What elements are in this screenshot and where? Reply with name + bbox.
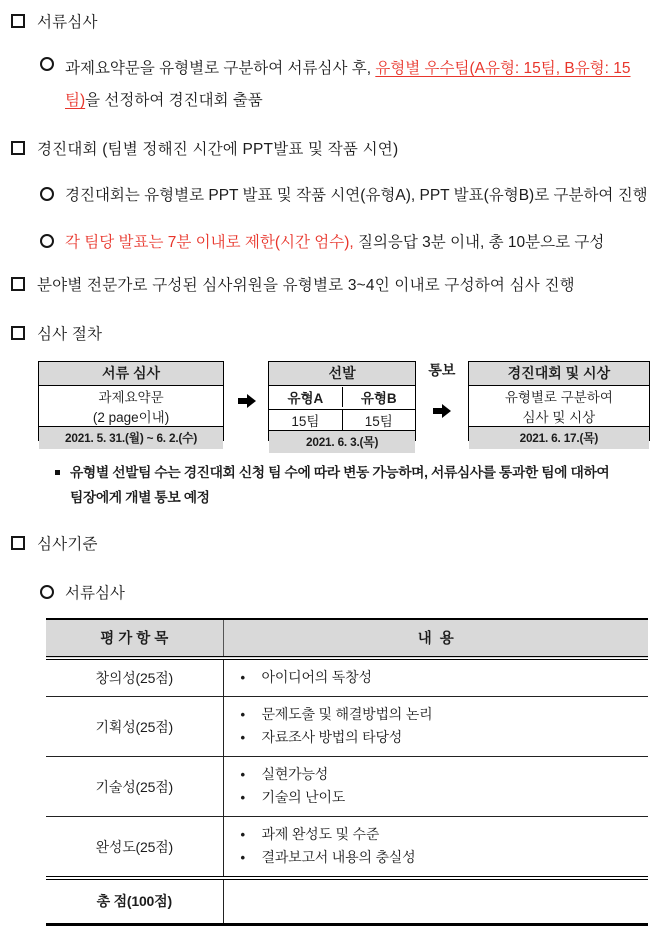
flow-arrow-2-group: [416, 361, 468, 441]
flow-step1-date: 2021. 5. 31.(월) ~ 6. 2.(수): [39, 426, 223, 449]
flow-step2-date: 2021. 6. 3.(목): [269, 430, 415, 453]
criteria-details: [223, 697, 648, 757]
type-b-count: 15팀: [364, 414, 393, 429]
dot-bullet-icon: •: [240, 827, 246, 842]
table-row-creativity: [46, 658, 648, 697]
detail-line: [224, 703, 649, 726]
section-doc-screening-title: 서류심사: [37, 14, 98, 31]
flow-step2-counts: [269, 410, 415, 430]
competition-detail-2: [40, 230, 650, 252]
doc-screening-detail-text: [54, 53, 631, 117]
section-procedure-title: 심사 절차: [37, 326, 103, 343]
highlight-team-selection-1: 유형별 우수팀(A유형: 15팀, B유형: 15: [375, 60, 631, 77]
flow-step3-date: 2021. 6. 17.(목): [469, 426, 649, 449]
dot-bullet-icon: •: [240, 707, 246, 722]
detail-line: [224, 666, 649, 689]
section-criteria: [10, 532, 650, 554]
table-row-planning: [46, 697, 648, 757]
type-a-label: 유형A: [269, 387, 342, 407]
procedure-flow-diagram: [38, 361, 650, 449]
detail-text: 실현가능성: [261, 766, 329, 782]
flow-step3-title: 경진대회 및 시상: [469, 362, 649, 386]
section-competition-title: 경진대회 (팀별 정해진 시간에 PPT발표 및 작품 시연): [37, 141, 399, 158]
criteria-item: 창의성(25점): [46, 658, 223, 697]
detail-text: 문제도출 및 해결방법의 논리: [261, 706, 433, 722]
circle-bullet-icon: [40, 234, 54, 248]
competition-detail-1-text: 경진대회는 유형별로 PPT 발표 및 작품 시연(유형A), PPT 발표(유형B)로 구분하여 진행: [65, 187, 648, 204]
dot-bullet-icon: •: [240, 730, 246, 745]
flow-step2-types: [269, 386, 415, 410]
flow-step2-title: 선발: [269, 362, 415, 386]
right-arrow-icon: [237, 394, 256, 408]
competition-detail-2-text: [54, 230, 604, 252]
section-doc-screening: [10, 10, 650, 32]
detail-line: [224, 823, 649, 846]
criteria-item: 완성도(25점): [46, 817, 223, 879]
detail-text: 과제 완성도 및 수준: [261, 826, 380, 842]
circle-bullet-icon: [40, 187, 54, 201]
total-score-label: 총 점(100점): [46, 878, 223, 925]
note-line-1: 유형별 선발팀 수는 경진대회 신청 팀 수에 따라 변동 가능하며, 서류심사를 통과한 팀에 대하여: [70, 465, 610, 480]
detail-line: [224, 786, 649, 809]
criteria-doc-screening: [40, 581, 650, 603]
flow-step1-line2: (2 page이내): [92, 410, 170, 425]
square-bullet-icon: [11, 536, 25, 550]
doc-screening-detail: [40, 53, 650, 117]
flow-step-doc-screening: [38, 361, 224, 445]
detail-black-1: 과제요약문을 유형별로 구분하여 서류심사 후,: [65, 60, 376, 77]
table-row-completeness: [46, 817, 648, 879]
section-competition: [10, 137, 650, 159]
circle-bullet-icon: [40, 585, 54, 599]
detail-text: 기술의 난이도: [261, 789, 346, 805]
table-row-technology: [46, 757, 648, 817]
detail-line: [224, 763, 649, 786]
section-judges-title: 분야별 전문가로 구성된 심사위원을 유형별로 3~4인 이내로 구성하여 심사 진행: [37, 277, 575, 294]
dot-bullet-icon: •: [240, 767, 246, 782]
selection-note-text: [60, 460, 609, 510]
criteria-item: 기술성(25점): [46, 757, 223, 817]
header-content-column: 내 용: [223, 619, 648, 658]
flow-step-selection: [268, 361, 416, 449]
detail-text: 아이디어의 독창성: [261, 669, 372, 685]
flow-step3-line2: 심사 및 시상: [522, 410, 596, 425]
type-b-label: 유형B: [360, 391, 397, 406]
criteria-details: [223, 757, 648, 817]
flow-step3-line1: 유형별로 구분하여: [504, 390, 613, 405]
total-score-empty-cell: [223, 878, 648, 925]
circle-bullet-icon: [40, 57, 54, 71]
right-arrow-icon: [432, 404, 451, 418]
header-item-column: 평 가 항 목: [46, 619, 223, 658]
criteria-table-header-row: [46, 619, 648, 658]
flow-arrow-1: [224, 361, 268, 441]
competition-detail-1: [40, 183, 650, 205]
detail-line: [224, 846, 649, 869]
dot-bullet-icon: •: [240, 790, 246, 805]
square-bullet-icon: [11, 326, 25, 340]
type-a-count: 15팀: [269, 410, 342, 430]
section-judges: [10, 273, 650, 295]
flow-arrow-2: [432, 380, 451, 441]
flow-step3-body: [469, 386, 649, 426]
square-bullet-icon: [11, 14, 25, 28]
criteria-table: [46, 618, 648, 926]
dot-bullet-icon: •: [240, 670, 246, 685]
square-bullet-icon: [11, 277, 25, 291]
detail-line: [224, 726, 649, 749]
dot-bullet-icon: •: [240, 850, 246, 865]
flow-step1-line1: 과제요약문: [98, 390, 164, 405]
section-criteria-title: 심사기준: [37, 536, 98, 553]
criteria-details: [223, 817, 648, 879]
section-procedure: [10, 322, 650, 344]
criteria-details: [223, 658, 648, 697]
flow-step1-body: [39, 386, 223, 426]
table-row-total: [46, 878, 648, 925]
note-line-2: 팀장에게 개별 통보 예정: [70, 490, 210, 505]
detail-black-2: 을 선정하여 경진대회 출품: [85, 92, 263, 109]
selection-note: [55, 460, 650, 510]
criteria-doc-screening-label: 서류심사: [65, 585, 125, 602]
time-detail-black: 질의응답 3분 이내, 총 10분으로 구성: [353, 234, 605, 251]
highlight-team-selection-2: 팀): [65, 92, 86, 109]
square-bullet-icon: [11, 141, 25, 155]
flow-step1-title: 서류 심사: [39, 362, 223, 386]
detail-text: 자료조사 방법의 타당성: [261, 729, 403, 745]
flow-step-award: [468, 361, 650, 445]
time-limit-warning: 각 팀당 발표는 7분 이내로 제한(시간 엄수),: [65, 234, 354, 251]
detail-text: 결과보고서 내용의 충실성: [261, 849, 416, 865]
criteria-item: 기획성(25점): [46, 697, 223, 757]
notify-label: 통보: [428, 362, 456, 378]
